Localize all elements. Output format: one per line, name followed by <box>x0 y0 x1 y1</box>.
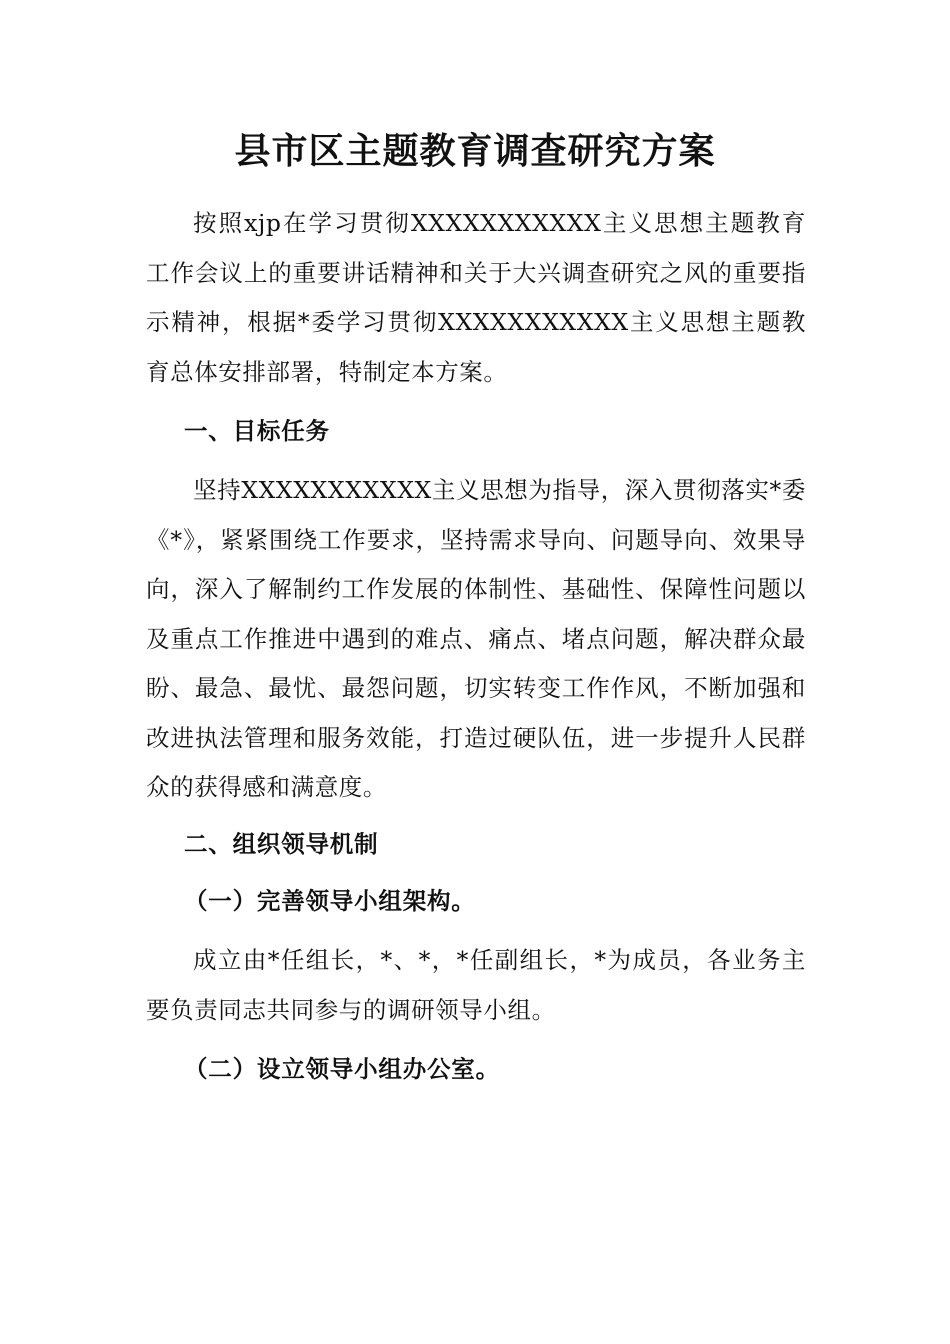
section-heading-objectives: 一、目标任务 <box>184 417 330 445</box>
leading-group-paragraph: 成立由*任组长，*、*，*任副组长，*为成员，各业务主要负责同志共同参与的调研领导小组。 <box>146 946 806 1024</box>
objectives-paragraph: 坚持XXXXXXXXXXX主义思想为指导，深入贯彻落实*委《*》，紧紧围绕工作要求，坚持需求导向、问题导向、效果导向，深入了解制约工作发展的体制性、基础性、保障性问题以及重点工作推进中遇到的难点、痛点、堵点问题，解决群众最盼、最急、最忧、最怨问题，切实转变工作作风，不断加强和改进执法管理和服务效能，打造过硬队伍，进一步提升人民群众的获得感和满意度。 <box>146 476 806 801</box>
intro-paragraph: 按照xjp在学习贯彻XXXXXXXXXXX主义思想主题教育工作会议上的重要讲话精神和关于大兴调查研究之风的重要指示精神，根据*委学习贯彻XXXXXXXXXXX主义思想主题教育总体安排部署，特制定本方案。 <box>146 209 806 386</box>
subheading-group-office: （二）设立领导小组办公室。 <box>184 1055 500 1083</box>
section-heading-organization: 二、组织领导机制 <box>184 830 379 858</box>
subheading-leading-group: （一）完善领导小组架构。 <box>184 887 476 915</box>
document-title: 县市区主题教育调查研究方案 <box>234 130 716 172</box>
